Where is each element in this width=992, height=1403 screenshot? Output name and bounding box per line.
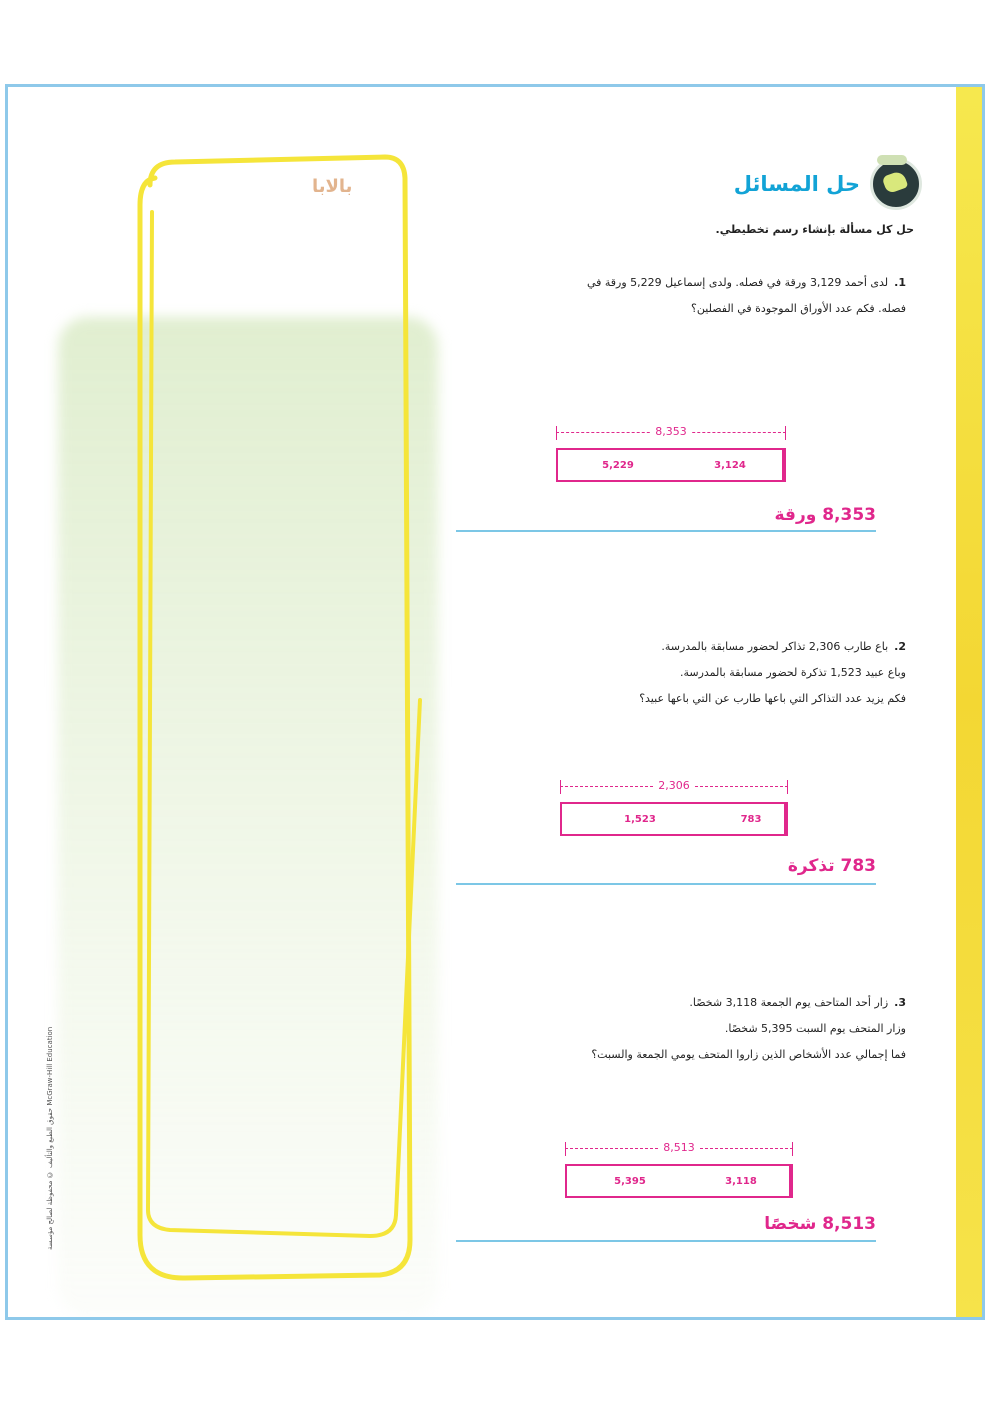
bar-model-1 [556,426,786,490]
bar-model-2 [560,780,788,844]
bar-total: 8,513 [659,1141,699,1154]
bar-model-3 [565,1142,793,1206]
problem-3 [466,990,906,1068]
globe-hand-icon [870,158,922,210]
problem-line: فصله. فكم عدد الأوراق الموجودة في الفصلين؟ [691,302,906,315]
bar-segment: 5,395 [614,1175,646,1187]
answer-1: 8,353 ورقة [774,505,876,525]
instruction-text: حل كل مسألة بإنشاء رسم تخطيطي. [715,223,914,236]
total-bracket [560,780,788,794]
problem-line: فكم يزيد عدد التذاكر التي باعها طارب عن التي باعها عبيد؟ [639,692,906,705]
page-title: حل المسائل [733,172,860,196]
answer-3: 8,513 شخصًا [764,1214,876,1234]
bar-segment: 1,523 [624,813,656,825]
bar-segment: 5,229 [602,459,634,471]
total-bracket [565,1142,793,1156]
problem-number: 2. [894,640,906,653]
bar [556,448,786,482]
bar [565,1164,793,1198]
problem-text: باع طارب 2,306 تذاكر لحضور مسابقة بالمدرسة. [661,640,889,653]
problem-line [466,270,906,296]
section-header [734,158,922,210]
problem-line [466,634,906,660]
problem-2 [466,634,906,712]
decorative-wash [58,317,438,1317]
answer-underline [456,530,876,532]
yellow-edge-strip [956,87,982,1317]
problem-number: 3. [894,996,906,1009]
bar-segment: 3,118 [693,1166,791,1196]
bar [560,802,788,836]
problem-text: لدى أحمد 3,129 ورقة في فصله. ولدى إسماعيل 5,229 ورقة في [586,276,889,289]
problem-line: وزار المتحف يوم السبت 5,395 شخصًا. [724,1022,906,1035]
bar-segment: 3,124 [678,450,784,480]
problem-text: زار أحد المتاحف يوم الجمعة 3,118 شخصًا. [689,996,889,1009]
copyright-credit: حقوق الطبع والتأليف © محفوظة لصالح مؤسسة McGraw-Hill Education [46,1026,54,1250]
problem-line [466,990,906,1016]
bar-segment: 783 [718,804,786,834]
problem-line: وباع عبيد 1,523 تذكرة لحضور مسابقة بالمدرسة. [679,666,906,679]
problem-1 [466,270,906,322]
problem-line: فما إجمالي عدد الأشخاص الذين زاروا المتحف يومي الجمعة والسبت؟ [591,1048,906,1061]
total-bracket [556,426,786,440]
notes-label: بالابا [312,176,353,197]
bar-total: 2,306 [654,779,694,792]
answer-underline [456,883,876,885]
bar-total: 8,353 [651,425,691,438]
answer-2: 783 تذكرة [787,856,876,876]
answer-underline [456,1240,876,1242]
problem-number: 1. [894,276,906,289]
